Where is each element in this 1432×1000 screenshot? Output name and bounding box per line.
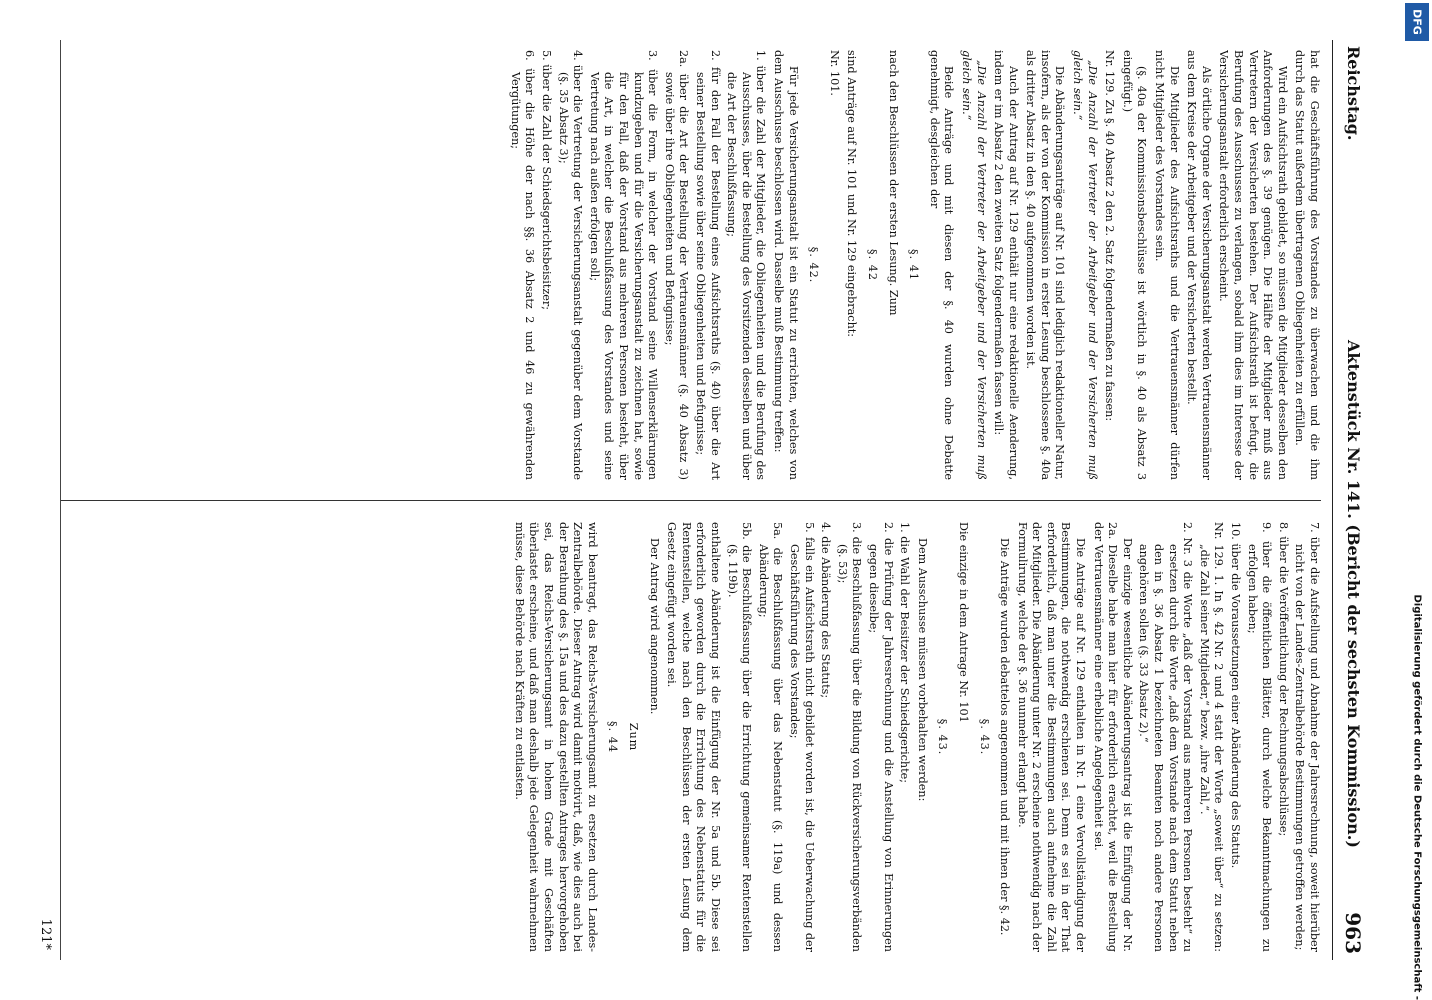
list-item: 6. über die Höhe der nach §§. 36 Absatz 2 und 46 zu gewährenden Vergütungen;: [508, 50, 537, 480]
paragraph: Als örtliche Organe der Versicherungsanstalt werden Vertrauensmänner aus dem Kreise der Arbeitgeber und der Versicherten bestellt.: [1185, 50, 1213, 480]
paragraph: Die einzige in dem Antrage Nr. 101: [956, 522, 970, 723]
paragraph: nach den Beschlüssen der ersten Lesung. Zum: [886, 50, 900, 316]
digitization-strip: [1402, 0, 1432, 1000]
paragraph: enthaltene Abänderung ist die Einfügung der Nr. 5a und 5b. Diese sei erforderlich geworden durch die Errichtung des Nebenstatuts für die Rentenstellen, welche nach den Beschlüssen der ersten Lesung dem Gesetz eingefügt worden sei.: [665, 522, 723, 952]
paragraph: Die Abänderungsanträge auf Nr. 101 sind lediglich redaktioneller Natur, insofern, als der von der Kommission in erster Lesung beschlossene §. 40a als dritter Absatz in den §. 40 aufgenommen worden ist.: [1024, 50, 1067, 480]
section-heading: §. 43.: [977, 718, 991, 756]
list-item: 2a. über die Art der Bestellung der Vertrauensmänner (§. 40 Absatz 3) sowie über ihre Obliegenheiten und Befugnisse;: [662, 50, 691, 480]
header-title: Aktenstück Nr. 141. (Bericht der sechsten Kommission.): [1344, 340, 1363, 848]
paragraph: Die Mitglieder des Aufsichtsraths und die Vertrauensmänner dürfen nicht Mitglieder des Vorstandes sein.: [1153, 50, 1181, 480]
right-column: [61, 522, 1321, 952]
paragraph: wird beantragt, das Reichs-Versicherungsamt zu ersetzen durch Landes-Zentralbehörde. Dieser Antrag wird damit motivirt, daß, wie dies auch bei der Berathung des §. 15a und des dazu gestellten Antrages hervorgehoben sei, das Reichs-Versicherungsamt in hohem Grade mit Geschäften überlastet erscheine, und daß man deshalb jede Gelegenheit wahrnehmen müsse, diese Behörde nach Kräften zu entlasten.: [512, 522, 599, 952]
list-item: 2. die Prüfung der Jahresrechnung und die Anstellung von Erinnerungen gegen dieselbe;: [866, 522, 895, 952]
section-heading: §. 42: [865, 249, 879, 281]
list-item: 1. die Wahl der Beisitzer der Schiedsgerichte;: [898, 522, 912, 784]
left-column: [61, 50, 1321, 480]
list-item: 3. die Beschlußfassung über die Bildung von Rückversicherungsverbänden (§. 53);: [835, 522, 864, 952]
document-page: [31, 40, 1371, 960]
list-item: Nr. 129. 1. In §. 42 Nr. 2 und 4 statt der Worte „soweit über“ zu setzen: „die Zahl seiner Mitglieder,“ bezw. „ihre Zahl,“.: [1197, 522, 1226, 952]
paragraph: (§. 40a der Kommissionsbeschlüsse ist wörtlich in §. 40 als Absatz 3 eingefügt.): [1120, 50, 1149, 480]
section-heading: §. 41: [907, 249, 921, 281]
list-item: 2. für den Fall der Bestellung eines Aufsichtsraths (§. 40) über die Art seiner Bestellung sowie über seine Obliegenheiten und Befugnisse;: [694, 50, 722, 480]
motion-label: Nr. 101.: [827, 50, 841, 96]
digitization-credit: Digitalisierung gefördert durch die Deutsche Forschungsgemeinschaft -: [1411, 594, 1423, 1000]
dfg-logo-text: DFG: [1410, 9, 1424, 35]
list-item: 5. falls ein Aufsichtsrath nicht gebildet worden ist, die Ueberwachung der Geschäftsführung des Vorstandes;: [788, 522, 816, 952]
section-heading: Zum: [627, 722, 641, 752]
paragraph: Der Antrag wird angenommen.: [647, 538, 661, 715]
section-heading: §. 42.: [807, 246, 821, 284]
list-item: 2. Nr. 3 die Worte „daß der Vorstand aus mehreren Personen besteht“ zu ersetzen durch die Worte „daß dem Vorstande nach dem Statut neben den in §. 36 Absatz 1 bezeichneten Beamten noch andere Personen angehören sollen (§. 33 Absatz 2).“: [1137, 522, 1195, 952]
list-item: 10. über die Voraussetzungen einer Abänderung des Statuts.: [1229, 522, 1243, 869]
paragraph: hat die Geschäftsführung des Vorstandes zu überwachen und die ihm durch das Statut außerdem übertragenen Obliegenheiten zu erfüllen.: [1293, 50, 1321, 480]
list-item: 5a. die Beschlußfassung über das Nebenstatut (§. 119a) und dessen Abänderung;: [756, 522, 785, 952]
paragraph: Der einzige wesentliche Abänderungsantrag ist die Einfügung der Nr. 2a. Dieselbe habe man hier für erforderlich erachtet, weil die Bestellung der Vertrauensmänner eine erhebliche Angelegenheit sei.: [1091, 522, 1134, 952]
column-divider: [61, 500, 1321, 501]
list-item: 8. über die Veröffentlichung der Rechnungsabschlüsse;: [1276, 522, 1290, 837]
list-item: 7. über die Aufstellung und Abnahme der Jahresrechnung, soweit hierüber nicht von der Landes-Zentralbehörde Bestimmungen getroffen werden;: [1293, 522, 1321, 952]
quote: „Die Anzahl der Vertreter der Arbeitgeber und der Versicherten muß gleich sein.“: [959, 50, 988, 480]
paragraph: Beide Anträge und mit diesen der §. 40 wurden ohne Debatte genehmigt, desgleichen der: [927, 50, 956, 480]
list-item: 5b. die Beschlußfassung über die Errichtung gemeinsamer Rentenstellen (§. 119b).: [725, 522, 754, 952]
quote: „Die Anzahl der Vertreter der Arbeitgeber und der Versicherten muß gleich sein.“: [1071, 50, 1099, 480]
list-item: 3. über die Form, in welcher der Vorstand seine Willenserklärungen kundzugeben und für die Versicherungsanstalt zu zeichnen hat, sowie für den Fall, daß der Vorstand aus mehreren Personen besteht, über die Art, in welcher die Beschlußfassung des Vorstandes und seine Vertretung nach außen erfolgen soll;: [587, 50, 660, 480]
list-item: 4. die Abänderung des Statuts;: [819, 522, 833, 699]
paragraph: Für jede Versicherungsanstalt ist ein Statut zu errichten, welches von dem Ausschusse beschlossen wird. Dasselbe muß Bestimmung treffen:: [772, 50, 800, 480]
dfg-logo: [1405, 3, 1429, 41]
header-left: Reichstag.: [1344, 46, 1363, 141]
list-item: 5. über die Zahl der Schiedsgerichtsbeisitzer;: [540, 50, 554, 310]
paragraph: sind Anträge auf Nr. 101 und Nr. 129 eingebracht:: [845, 50, 859, 338]
paragraph: Dem Ausschusse müssen vorbehalten werden:: [915, 538, 929, 802]
paragraph: Die Anträge wurden debattelos angenommen und mit ihnen der §. 42.: [998, 538, 1012, 936]
list-item: 4. über die Vertretung der Versicherungsanstalt gegenüber dem Vorstande (§. 35 Absatz 3);: [556, 50, 585, 480]
section-heading: §. 43.: [936, 718, 950, 756]
list-item: 1. über die Zahl der Mitglieder, die Obliegenheiten und die Berufung des Ausschusses, über die Bestellung des Vorsitzenden desselben und über die Art der Beschlußfassung;: [725, 50, 768, 480]
page-number: 963: [1341, 912, 1365, 954]
paragraph: Nr. 129. Zu §. 40 Absatz 2 den 2. Satz folgendermaßen zu fassen:: [1103, 50, 1117, 422]
footer-mark: 121*: [38, 918, 53, 950]
page-header: [1332, 40, 1371, 960]
list-item: 9. über die öffentlichen Blätter, durch welche Bekanntmachungen zu erfolgen haben;: [1245, 522, 1274, 952]
paragraph: Wird ein Aufsichtsrath gebildet, so müssen die Mitglieder desselben den Anforderungen des §. 39 genügen. Die Hälfte der Mitglieder muß aus Vertretern der Versicherten bestehen. Der Aufsichtsrath ist befugt, die Berufung des Ausschusses zu verlangen, sobald ihm dies im Interesse der Versicherungsanstalt erforderlich erscheint.: [1217, 50, 1289, 480]
section-heading: §. 44: [606, 721, 620, 753]
paragraph: Auch der Antrag auf Nr. 129 enthält nur eine redaktionelle Aenderung, indem er im Absatz 2 den zweiten Satz folgendermaßen fassen will:: [992, 50, 1020, 480]
paragraph: Die Anträge auf Nr. 129 enthalten in Nr. 1 eine Vervollständigung der Bestimmungen, die nothwendig erschienen sei. Denn es sei in der That erforderlich, daß man unter die Bestimmungen auch aufnehme die Zahl der Mitglieder. Die Abänderung unter Nr. 2 erscheine nothwendig nach der Formulirung, welche der §. 36 nunmehr erlangt habe.: [1015, 522, 1088, 952]
